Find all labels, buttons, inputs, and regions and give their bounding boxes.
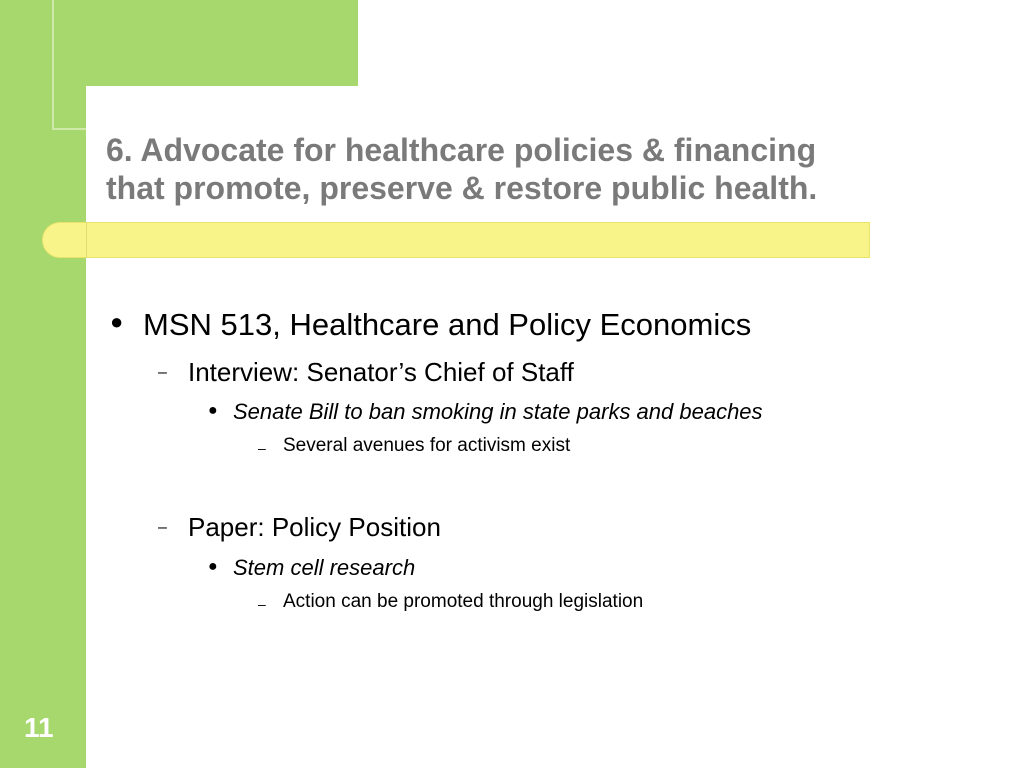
bullet-level2-text: Paper: Policy Position xyxy=(188,512,441,542)
slide-title-line-1: 6. Advocate for healthcare policies & financing xyxy=(106,132,817,168)
bullet-level4-text: Action can be promoted through legislation xyxy=(283,591,644,612)
bullet-level2-text: Interview: Senator’s Chief of Staff xyxy=(188,357,574,387)
dash-icon: – xyxy=(158,364,167,381)
yellow-title-bar xyxy=(42,222,870,258)
decorative-line-horizontal xyxy=(52,128,86,130)
bullet-icon: ● xyxy=(208,402,218,419)
bullet-icon: ● xyxy=(110,309,124,334)
bullet-level3-text: Senate Bill to ban smoking in state parks and beaches xyxy=(233,399,763,424)
dash-icon: – xyxy=(158,519,167,536)
slide-title-line-2: that promote, preserve & restore public health. xyxy=(106,170,818,206)
slide-page-number: 11 xyxy=(24,712,54,743)
yellow-bar-divider xyxy=(86,222,87,258)
bullet-level4-text: Several avenues for activism exist xyxy=(283,435,571,456)
slide-title xyxy=(106,131,906,207)
bullet-icon: ● xyxy=(208,558,218,575)
dash-icon: – xyxy=(258,596,266,612)
green-sidebar-band xyxy=(0,0,86,768)
dash-icon: – xyxy=(258,440,266,456)
decorative-line-vertical xyxy=(52,0,54,130)
bullet-level1-text: MSN 513, Healthcare and Policy Economics xyxy=(143,307,752,342)
bullet-level3-text: Stem cell research xyxy=(233,555,416,580)
